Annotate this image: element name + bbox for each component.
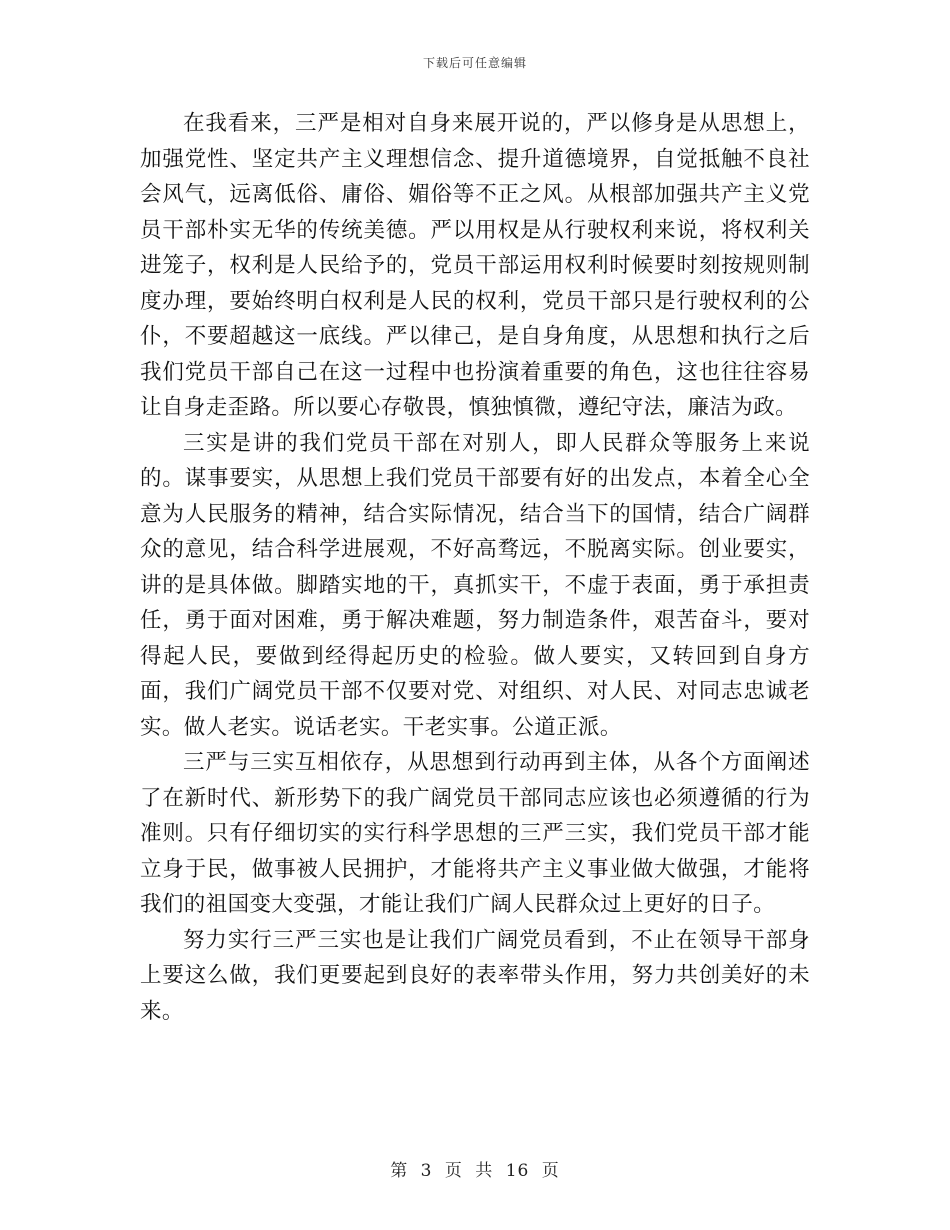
paragraph-2: 三实是讲的我们党员干部在对别人，即人民群众等服务上来说的。谋事要实，从思想上我们党员干部要有好的出发点，本着全心全意为人民服务的精神，结合实际情况，结合当下的国情，结合广阔群众的意见，结合科学进展观，不好高骛远，不脱离实际。创业要实，讲的是具体做。脚踏实地的干，真抓实干，不虚于表面，勇于承担责任，勇于面对困难，勇于解决难题，努力制造条件，艰苦奋斗，要对得起人民，要做到经得起历史的检验。做人要实，又转回到自身方面，我们广阔党员干部不仅要对党、对组织、对人民、对同志忠诚老实。做人老实。说话老实。干老实事。公道正派。: [140, 430, 810, 740]
paragraph-1: 在我看来，三严是相对自身来展开说的，严以修身是从思想上，加强党性、坚定共产主义理想信念、提升道德境界，自觉抵触不良社会风气，远离低俗、庸俗、媚俗等不正之风。从根部加强共产主义党员干部朴实无华的传统美德。严以用权是从行驶权利来说，将权利关进笼子，权利是人民给予的，党员干部运用权利时候要时刻按规则制度办理，要始终明白权利是人民的权利，党员干部只是行驶权利的公仆，不要超越这一底线。严以律己，是自身角度，从思想和执行之后我们党员干部自己在这一过程中也扮演着重要的角色，这也往往容易让自身走歪路。所以要心存敬畏，慎独慎微，遵纪守法，廉洁为政。: [140, 111, 810, 420]
page-number-footer: 第 3 页 共 16 页: [390, 1161, 560, 1181]
document-body: [140, 106, 810, 1029]
paragraph-4: 努力实行三严三实也是让我们广阔党员看到，不止在领导干部身上要这么做，我们更要起到良好的表率带头作用，努力共创美好的未来。: [140, 927, 810, 1024]
page-header: 下载后可任意编辑: [422, 56, 527, 70]
paragraph-3: 三严与三实互相依存，从思想到行动再到主体，从各个方面阐述了在新时代、新形势下的我广阔党员干部同志应该也必须遵循的行为准则。只有仔细切实的实行科学思想的三严三实，我们党员干部才能立身于民，做事被人民拥护，才能将共产主义事业做大做强，才能将我们的祖国变大变强，才能让我们广阔人民群众过上更好的日子。: [140, 750, 810, 917]
